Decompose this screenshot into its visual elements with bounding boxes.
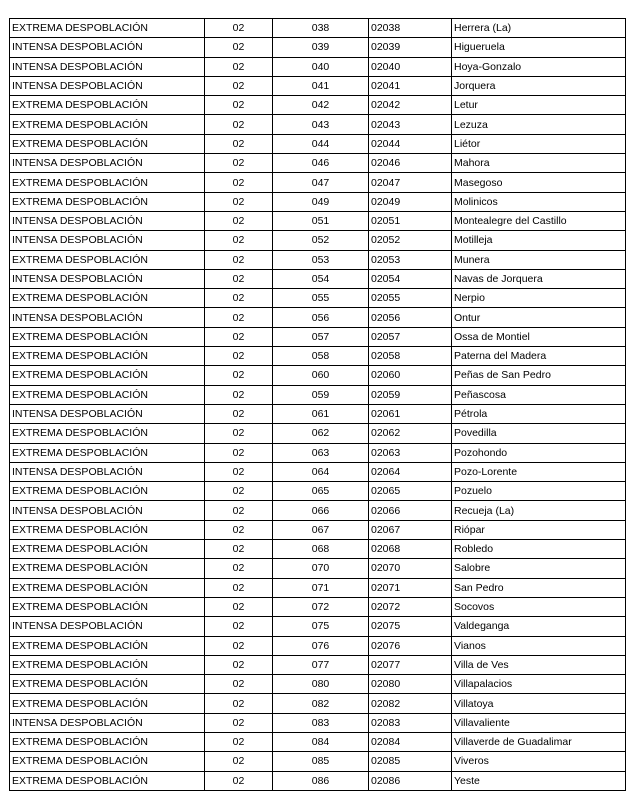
municipality-code-cell: 065 bbox=[273, 482, 369, 501]
category-cell: INTENSA DESPOBLACIÓN bbox=[10, 617, 205, 636]
municipality-code-cell: 070 bbox=[273, 559, 369, 578]
full-code-cell: 02077 bbox=[369, 655, 452, 674]
municipality-name-cell: Villa de Ves bbox=[452, 655, 626, 674]
province-code-cell: 02 bbox=[205, 424, 273, 443]
full-code-cell: 02057 bbox=[369, 327, 452, 346]
full-code-cell: 02051 bbox=[369, 211, 452, 230]
category-cell: EXTREMA DESPOBLACIÓN bbox=[10, 597, 205, 616]
municipality-name-cell: Herrera (La) bbox=[452, 19, 626, 38]
table-row bbox=[10, 578, 626, 597]
full-code-cell: 02082 bbox=[369, 694, 452, 713]
table-row bbox=[10, 211, 626, 230]
full-code-cell: 02058 bbox=[369, 347, 452, 366]
province-code-cell: 02 bbox=[205, 655, 273, 674]
table-row bbox=[10, 636, 626, 655]
municipality-name-cell: Villaverde de Guadalimar bbox=[452, 732, 626, 751]
municipality-name-cell: Masegoso bbox=[452, 173, 626, 192]
province-code-cell: 02 bbox=[205, 96, 273, 115]
full-code-cell: 02056 bbox=[369, 308, 452, 327]
full-code-cell: 02047 bbox=[369, 173, 452, 192]
municipality-name-cell: Nerpio bbox=[452, 289, 626, 308]
municipality-code-cell: 080 bbox=[273, 675, 369, 694]
municipality-name-cell: Pozo-Lorente bbox=[452, 462, 626, 481]
province-code-cell: 02 bbox=[205, 154, 273, 173]
province-code-cell: 02 bbox=[205, 404, 273, 423]
category-cell: INTENSA DESPOBLACIÓN bbox=[10, 713, 205, 732]
category-cell: EXTREMA DESPOBLACIÓN bbox=[10, 347, 205, 366]
municipality-code-cell: 056 bbox=[273, 308, 369, 327]
municipality-name-cell: Valdeganga bbox=[452, 617, 626, 636]
province-code-cell: 02 bbox=[205, 308, 273, 327]
full-code-cell: 02064 bbox=[369, 462, 452, 481]
table-row bbox=[10, 482, 626, 501]
municipality-name-cell: Ossa de Montiel bbox=[452, 327, 626, 346]
category-cell: EXTREMA DESPOBLACIÓN bbox=[10, 366, 205, 385]
table-row bbox=[10, 76, 626, 95]
municipality-name-cell: Navas de Jorquera bbox=[452, 269, 626, 288]
municipality-name-cell: Villatoya bbox=[452, 694, 626, 713]
table-row bbox=[10, 385, 626, 404]
province-code-cell: 02 bbox=[205, 115, 273, 134]
full-code-cell: 02080 bbox=[369, 675, 452, 694]
province-code-cell: 02 bbox=[205, 173, 273, 192]
table-row bbox=[10, 269, 626, 288]
municipality-code-cell: 038 bbox=[273, 19, 369, 38]
full-code-cell: 02083 bbox=[369, 713, 452, 732]
full-code-cell: 02068 bbox=[369, 540, 452, 559]
category-cell: EXTREMA DESPOBLACIÓN bbox=[10, 675, 205, 694]
municipality-name-cell: Mahora bbox=[452, 154, 626, 173]
province-code-cell: 02 bbox=[205, 617, 273, 636]
category-cell: EXTREMA DESPOBLACIÓN bbox=[10, 578, 205, 597]
full-code-cell: 02084 bbox=[369, 732, 452, 751]
table-row bbox=[10, 327, 626, 346]
municipality-name-cell: Jorquera bbox=[452, 76, 626, 95]
municipalities-table bbox=[9, 18, 626, 791]
province-code-cell: 02 bbox=[205, 540, 273, 559]
full-code-cell: 02075 bbox=[369, 617, 452, 636]
category-cell: INTENSA DESPOBLACIÓN bbox=[10, 38, 205, 57]
municipality-name-cell: Pozohondo bbox=[452, 443, 626, 462]
category-cell: EXTREMA DESPOBLACIÓN bbox=[10, 771, 205, 790]
province-code-cell: 02 bbox=[205, 231, 273, 250]
category-cell: INTENSA DESPOBLACIÓN bbox=[10, 269, 205, 288]
category-cell: INTENSA DESPOBLACIÓN bbox=[10, 404, 205, 423]
category-cell: EXTREMA DESPOBLACIÓN bbox=[10, 443, 205, 462]
table-row bbox=[10, 347, 626, 366]
full-code-cell: 02076 bbox=[369, 636, 452, 655]
municipality-name-cell: Riópar bbox=[452, 520, 626, 539]
full-code-cell: 02053 bbox=[369, 250, 452, 269]
category-cell: INTENSA DESPOBLACIÓN bbox=[10, 154, 205, 173]
full-code-cell: 02060 bbox=[369, 366, 452, 385]
table-row bbox=[10, 115, 626, 134]
category-cell: EXTREMA DESPOBLACIÓN bbox=[10, 424, 205, 443]
full-code-cell: 02072 bbox=[369, 597, 452, 616]
table-row bbox=[10, 173, 626, 192]
full-code-cell: 02086 bbox=[369, 771, 452, 790]
category-cell: INTENSA DESPOBLACIÓN bbox=[10, 76, 205, 95]
municipality-name-cell: Munera bbox=[452, 250, 626, 269]
municipality-code-cell: 071 bbox=[273, 578, 369, 597]
municipality-code-cell: 086 bbox=[273, 771, 369, 790]
municipality-name-cell: Povedilla bbox=[452, 424, 626, 443]
category-cell: EXTREMA DESPOBLACIÓN bbox=[10, 173, 205, 192]
full-code-cell: 02063 bbox=[369, 443, 452, 462]
table-row bbox=[10, 655, 626, 674]
table-row bbox=[10, 597, 626, 616]
category-cell: EXTREMA DESPOBLACIÓN bbox=[10, 694, 205, 713]
table-row bbox=[10, 192, 626, 211]
municipality-code-cell: 063 bbox=[273, 443, 369, 462]
table-row bbox=[10, 771, 626, 790]
category-cell: INTENSA DESPOBLACIÓN bbox=[10, 462, 205, 481]
municipality-code-cell: 039 bbox=[273, 38, 369, 57]
category-cell: INTENSA DESPOBLACIÓN bbox=[10, 231, 205, 250]
category-cell: EXTREMA DESPOBLACIÓN bbox=[10, 289, 205, 308]
municipality-name-cell: Motilleja bbox=[452, 231, 626, 250]
municipality-code-cell: 046 bbox=[273, 154, 369, 173]
province-code-cell: 02 bbox=[205, 134, 273, 153]
table-row bbox=[10, 443, 626, 462]
municipality-code-cell: 083 bbox=[273, 713, 369, 732]
province-code-cell: 02 bbox=[205, 694, 273, 713]
category-cell: EXTREMA DESPOBLACIÓN bbox=[10, 19, 205, 38]
municipality-name-cell: Montealegre del Castillo bbox=[452, 211, 626, 230]
full-code-cell: 02038 bbox=[369, 19, 452, 38]
category-cell: EXTREMA DESPOBLACIÓN bbox=[10, 134, 205, 153]
province-code-cell: 02 bbox=[205, 443, 273, 462]
table-body bbox=[10, 19, 626, 791]
municipality-name-cell: San Pedro bbox=[452, 578, 626, 597]
table-row bbox=[10, 540, 626, 559]
municipality-code-cell: 049 bbox=[273, 192, 369, 211]
province-code-cell: 02 bbox=[205, 38, 273, 57]
municipality-code-cell: 072 bbox=[273, 597, 369, 616]
table-row bbox=[10, 732, 626, 751]
table-row bbox=[10, 713, 626, 732]
municipality-code-cell: 085 bbox=[273, 752, 369, 771]
province-code-cell: 02 bbox=[205, 57, 273, 76]
table-row bbox=[10, 366, 626, 385]
full-code-cell: 02065 bbox=[369, 482, 452, 501]
category-cell: INTENSA DESPOBLACIÓN bbox=[10, 211, 205, 230]
category-cell: EXTREMA DESPOBLACIÓN bbox=[10, 540, 205, 559]
municipality-code-cell: 053 bbox=[273, 250, 369, 269]
full-code-cell: 02066 bbox=[369, 501, 452, 520]
municipality-code-cell: 055 bbox=[273, 289, 369, 308]
full-code-cell: 02043 bbox=[369, 115, 452, 134]
province-code-cell: 02 bbox=[205, 713, 273, 732]
municipality-name-cell: Recueja (La) bbox=[452, 501, 626, 520]
municipality-name-cell: Ontur bbox=[452, 308, 626, 327]
full-code-cell: 02054 bbox=[369, 269, 452, 288]
municipality-code-cell: 064 bbox=[273, 462, 369, 481]
table-row bbox=[10, 462, 626, 481]
full-code-cell: 02052 bbox=[369, 231, 452, 250]
table-row bbox=[10, 308, 626, 327]
municipality-name-cell: Higueruela bbox=[452, 38, 626, 57]
municipality-code-cell: 084 bbox=[273, 732, 369, 751]
table-row bbox=[10, 424, 626, 443]
municipality-code-cell: 058 bbox=[273, 347, 369, 366]
full-code-cell: 02041 bbox=[369, 76, 452, 95]
municipality-name-cell: Peñas de San Pedro bbox=[452, 366, 626, 385]
table-row bbox=[10, 57, 626, 76]
province-code-cell: 02 bbox=[205, 366, 273, 385]
province-code-cell: 02 bbox=[205, 19, 273, 38]
province-code-cell: 02 bbox=[205, 385, 273, 404]
municipality-code-cell: 052 bbox=[273, 231, 369, 250]
table-row bbox=[10, 250, 626, 269]
category-cell: EXTREMA DESPOBLACIÓN bbox=[10, 192, 205, 211]
municipality-code-cell: 077 bbox=[273, 655, 369, 674]
table-row bbox=[10, 38, 626, 57]
category-cell: EXTREMA DESPOBLACIÓN bbox=[10, 482, 205, 501]
full-code-cell: 02039 bbox=[369, 38, 452, 57]
full-code-cell: 02044 bbox=[369, 134, 452, 153]
municipality-name-cell: Viveros bbox=[452, 752, 626, 771]
full-code-cell: 02049 bbox=[369, 192, 452, 211]
province-code-cell: 02 bbox=[205, 520, 273, 539]
table-row bbox=[10, 520, 626, 539]
table-row bbox=[10, 617, 626, 636]
municipality-code-cell: 061 bbox=[273, 404, 369, 423]
municipality-code-cell: 075 bbox=[273, 617, 369, 636]
municipality-code-cell: 051 bbox=[273, 211, 369, 230]
municipality-name-cell: Liétor bbox=[452, 134, 626, 153]
table-row bbox=[10, 231, 626, 250]
municipality-code-cell: 076 bbox=[273, 636, 369, 655]
municipality-code-cell: 054 bbox=[273, 269, 369, 288]
municipality-code-cell: 062 bbox=[273, 424, 369, 443]
province-code-cell: 02 bbox=[205, 597, 273, 616]
table-row bbox=[10, 675, 626, 694]
province-code-cell: 02 bbox=[205, 752, 273, 771]
municipality-name-cell: Vianos bbox=[452, 636, 626, 655]
province-code-cell: 02 bbox=[205, 771, 273, 790]
province-code-cell: 02 bbox=[205, 559, 273, 578]
province-code-cell: 02 bbox=[205, 289, 273, 308]
municipality-code-cell: 043 bbox=[273, 115, 369, 134]
province-code-cell: 02 bbox=[205, 250, 273, 269]
category-cell: INTENSA DESPOBLACIÓN bbox=[10, 57, 205, 76]
category-cell: EXTREMA DESPOBLACIÓN bbox=[10, 385, 205, 404]
category-cell: EXTREMA DESPOBLACIÓN bbox=[10, 96, 205, 115]
municipality-name-cell: Villapalacios bbox=[452, 675, 626, 694]
full-code-cell: 02055 bbox=[369, 289, 452, 308]
municipality-code-cell: 044 bbox=[273, 134, 369, 153]
category-cell: EXTREMA DESPOBLACIÓN bbox=[10, 732, 205, 751]
province-code-cell: 02 bbox=[205, 636, 273, 655]
category-cell: EXTREMA DESPOBLACIÓN bbox=[10, 752, 205, 771]
municipality-name-cell: Lezuza bbox=[452, 115, 626, 134]
province-code-cell: 02 bbox=[205, 327, 273, 346]
category-cell: EXTREMA DESPOBLACIÓN bbox=[10, 636, 205, 655]
municipality-name-cell: Socovos bbox=[452, 597, 626, 616]
province-code-cell: 02 bbox=[205, 501, 273, 520]
full-code-cell: 02070 bbox=[369, 559, 452, 578]
table-row bbox=[10, 752, 626, 771]
province-code-cell: 02 bbox=[205, 732, 273, 751]
municipality-code-cell: 082 bbox=[273, 694, 369, 713]
province-code-cell: 02 bbox=[205, 578, 273, 597]
province-code-cell: 02 bbox=[205, 347, 273, 366]
municipality-code-cell: 060 bbox=[273, 366, 369, 385]
table-row bbox=[10, 501, 626, 520]
table-row bbox=[10, 154, 626, 173]
municipality-name-cell: Pétrola bbox=[452, 404, 626, 423]
municipality-name-cell: Hoya-Gonzalo bbox=[452, 57, 626, 76]
full-code-cell: 02085 bbox=[369, 752, 452, 771]
category-cell: INTENSA DESPOBLACIÓN bbox=[10, 501, 205, 520]
category-cell: EXTREMA DESPOBLACIÓN bbox=[10, 559, 205, 578]
municipality-code-cell: 040 bbox=[273, 57, 369, 76]
municipality-name-cell: Villavaliente bbox=[452, 713, 626, 732]
municipality-name-cell: Pozuelo bbox=[452, 482, 626, 501]
municipality-code-cell: 067 bbox=[273, 520, 369, 539]
municipality-code-cell: 042 bbox=[273, 96, 369, 115]
full-code-cell: 02071 bbox=[369, 578, 452, 597]
province-code-cell: 02 bbox=[205, 675, 273, 694]
category-cell: EXTREMA DESPOBLACIÓN bbox=[10, 327, 205, 346]
table-row bbox=[10, 404, 626, 423]
table-row bbox=[10, 289, 626, 308]
municipality-name-cell: Salobre bbox=[452, 559, 626, 578]
province-code-cell: 02 bbox=[205, 76, 273, 95]
municipality-code-cell: 059 bbox=[273, 385, 369, 404]
table-row bbox=[10, 96, 626, 115]
category-cell: EXTREMA DESPOBLACIÓN bbox=[10, 250, 205, 269]
full-code-cell: 02062 bbox=[369, 424, 452, 443]
table-row bbox=[10, 19, 626, 38]
category-cell: EXTREMA DESPOBLACIÓN bbox=[10, 115, 205, 134]
full-code-cell: 02061 bbox=[369, 404, 452, 423]
full-code-cell: 02067 bbox=[369, 520, 452, 539]
category-cell: EXTREMA DESPOBLACIÓN bbox=[10, 520, 205, 539]
province-code-cell: 02 bbox=[205, 192, 273, 211]
full-code-cell: 02042 bbox=[369, 96, 452, 115]
municipality-name-cell: Paterna del Madera bbox=[452, 347, 626, 366]
municipality-name-cell: Letur bbox=[452, 96, 626, 115]
municipality-code-cell: 066 bbox=[273, 501, 369, 520]
municipality-name-cell: Peñascosa bbox=[452, 385, 626, 404]
municipality-name-cell: Robledo bbox=[452, 540, 626, 559]
full-code-cell: 02046 bbox=[369, 154, 452, 173]
province-code-cell: 02 bbox=[205, 462, 273, 481]
municipality-code-cell: 041 bbox=[273, 76, 369, 95]
municipality-name-cell: Molinicos bbox=[452, 192, 626, 211]
municipality-code-cell: 047 bbox=[273, 173, 369, 192]
province-code-cell: 02 bbox=[205, 269, 273, 288]
table-row bbox=[10, 134, 626, 153]
province-code-cell: 02 bbox=[205, 482, 273, 501]
category-cell: EXTREMA DESPOBLACIÓN bbox=[10, 655, 205, 674]
category-cell: INTENSA DESPOBLACIÓN bbox=[10, 308, 205, 327]
municipality-code-cell: 057 bbox=[273, 327, 369, 346]
municipality-code-cell: 068 bbox=[273, 540, 369, 559]
municipality-name-cell: Yeste bbox=[452, 771, 626, 790]
table-row bbox=[10, 559, 626, 578]
full-code-cell: 02059 bbox=[369, 385, 452, 404]
province-code-cell: 02 bbox=[205, 211, 273, 230]
table-row bbox=[10, 694, 626, 713]
full-code-cell: 02040 bbox=[369, 57, 452, 76]
